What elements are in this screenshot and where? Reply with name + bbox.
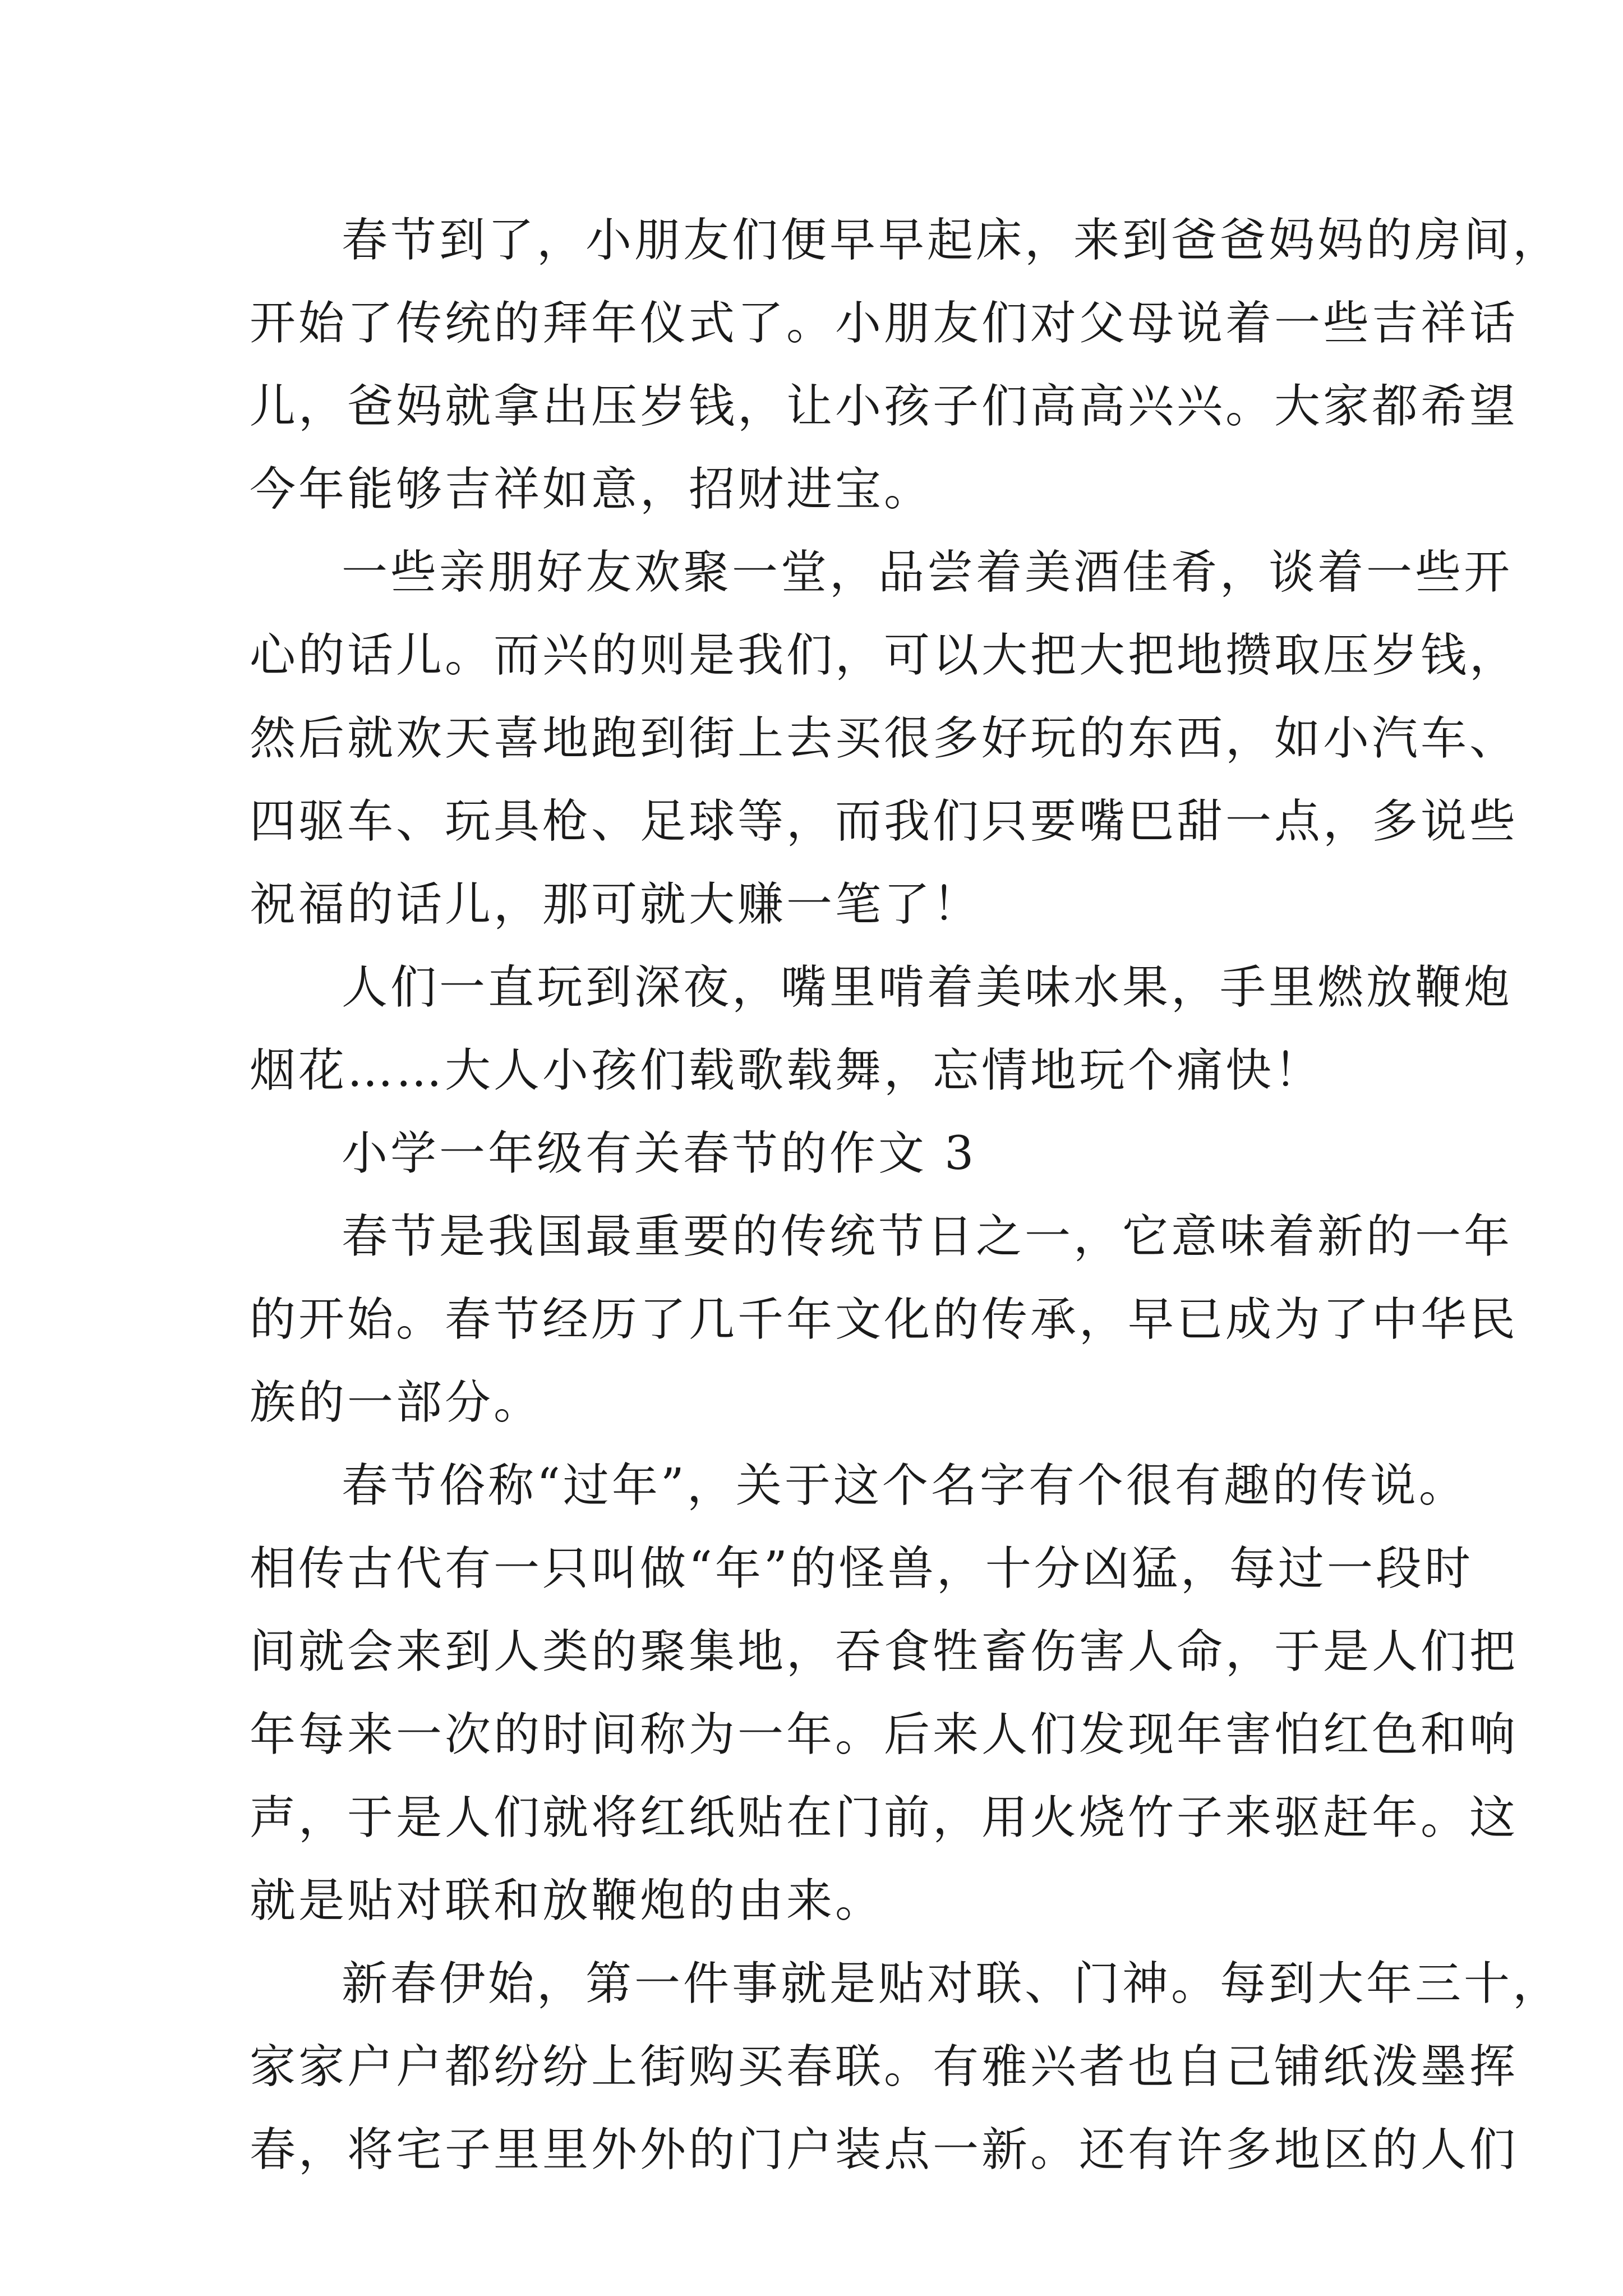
text-line: 声，于是人们就将红纸贴在门前，用火烧竹子来驱赶年。这: [250, 1791, 1519, 1844]
text-line: 人们一直玩到深夜，嘴里啃着美味水果，手里燃放鞭炮: [342, 961, 1513, 1014]
text-line: 祝福的话儿，那可就大赚一笔了！: [250, 878, 982, 931]
text-line: 就是贴对联和放鞭炮的由来。: [250, 1874, 884, 1927]
text-line: 春，将宅子里里外外的门户装点一新。还有许多地区的人们: [250, 2123, 1519, 2177]
text-line: 一些亲朋好友欢聚一堂，品尝着美酒佳肴，谈着一些开: [342, 546, 1513, 599]
essay-body: [250, 199, 1562, 2192]
text-line: 小学一年级有关春节的作文 3: [342, 1127, 977, 1180]
text-line: 今年能够吉祥如意，招财进宝。: [250, 463, 933, 516]
text-line: 新春伊始，第一件事就是贴对联、门神。每到大年三十，: [342, 1957, 1562, 2010]
text-line: 然后就欢天喜地跑到街上去买很多好玩的东西，如小汽车、: [250, 712, 1519, 765]
text-line: 四驱车、玩具枪、足球等，而我们只要嘴巴甜一点，多说些: [250, 795, 1519, 848]
text-line: 心的话儿。而兴的则是我们，可以大把大把地攒取压岁钱，: [250, 629, 1519, 682]
text-line: 春节到了，小朋友们便早早起床，来到爸爸妈妈的房间，: [342, 214, 1562, 267]
text-line: 烟花……大人小孩们载歌载舞，忘情地玩个痛快！: [250, 1044, 1324, 1097]
text-line: 家家户户都纷纷上街购买春联。有雅兴者也自己铺纸泼墨挥: [250, 2040, 1519, 2093]
text-line: 开始了传统的拜年仪式了。小朋友们对父母说着一些吉祥话: [250, 297, 1519, 350]
text-line: 族的一部分。: [250, 1376, 543, 1429]
text-line: 春节是我国最重要的传统节日之一，它意味着新的一年: [342, 1210, 1513, 1263]
text-line: 的开始。春节经历了几千年文化的传承，早已成为了中华民: [250, 1293, 1519, 1346]
text-line: 春节俗称“过年”，关于这个名字有个很有趣的传说。: [342, 1459, 1468, 1512]
text-line: 相传古代有一只叫做“年”的怪兽，十分凶猛，每过一段时: [250, 1542, 1473, 1595]
text-line: 间就会来到人类的聚集地，吞食牲畜伤害人命，于是人们把: [250, 1625, 1519, 1678]
text-line: 儿，爸妈就拿出压岁钱，让小孩子们高高兴兴。大家都希望: [250, 380, 1519, 433]
text-line: 年每来一次的时间称为一年。后来人们发现年害怕红色和响: [250, 1708, 1519, 1761]
